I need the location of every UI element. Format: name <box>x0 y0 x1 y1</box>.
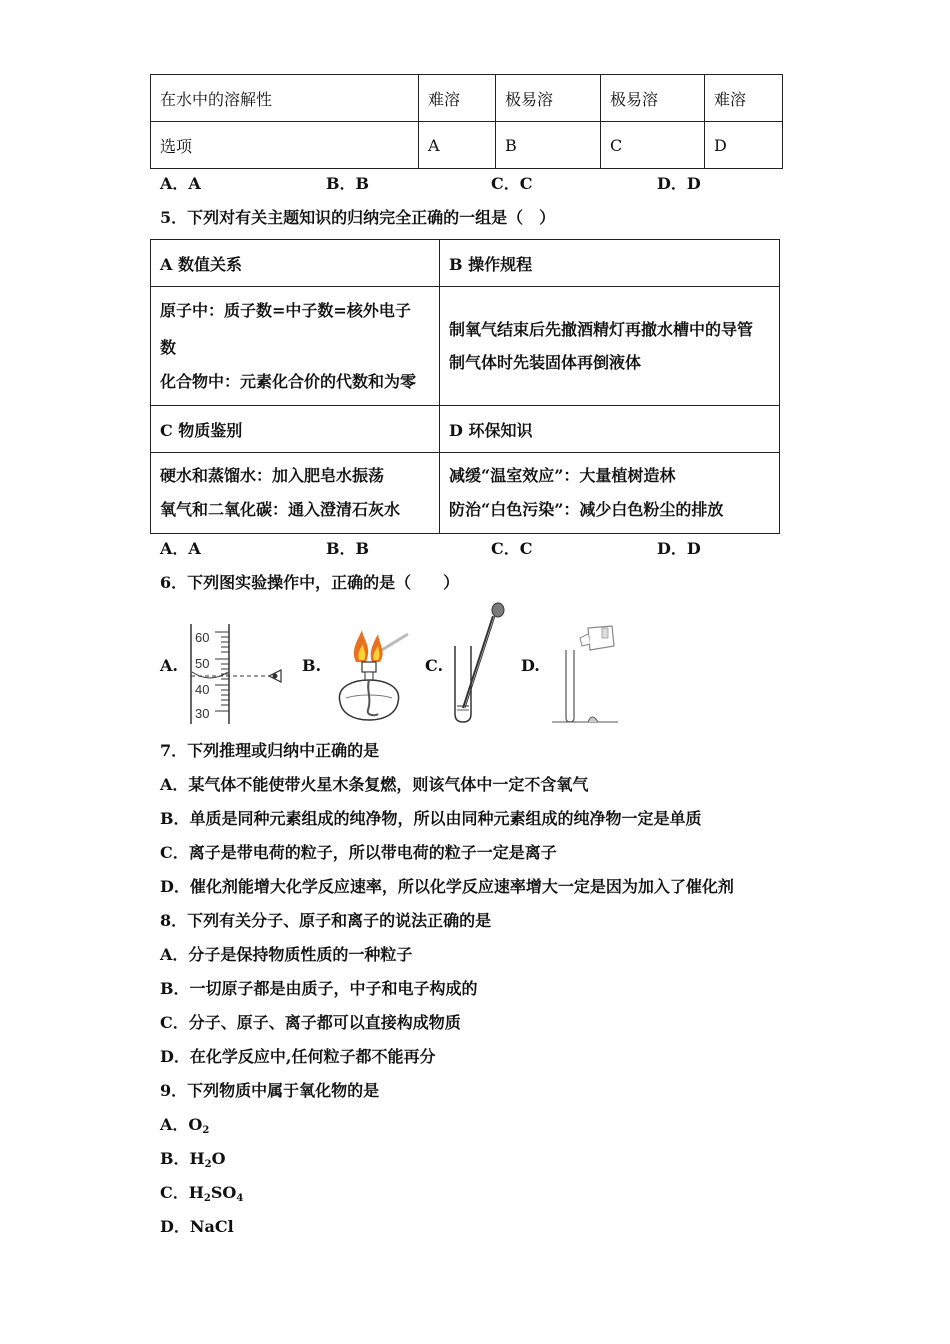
table-row <box>151 453 780 534</box>
q5-b-line1: 制氧气结束后先撤酒精灯再撤水槽中的导管 <box>449 319 754 339</box>
q5-b-line2: 制气体时先装固体再倒液体 <box>449 352 642 372</box>
q5-option-a[interactable]: A．A <box>160 539 201 558</box>
q6-label-d[interactable]: D. <box>521 656 540 675</box>
solubility-table <box>150 74 783 169</box>
q5-table <box>150 239 780 534</box>
q7-option-b[interactable]: B．单质是同种元素组成的纯净物，所以由同种元素组成的纯净物一定是单质 <box>160 809 702 828</box>
table-row <box>151 122 783 169</box>
table-row <box>151 287 780 406</box>
table-cell: C <box>601 122 705 169</box>
table-row <box>151 75 783 122</box>
table-cell <box>151 453 440 534</box>
q4-option-a[interactable]: A．A <box>160 174 201 193</box>
table-cell: A 数值关系 <box>151 240 440 287</box>
q5-c-line2: 氧气和二氧化碳：通入澄清石灰水 <box>160 500 401 519</box>
tick-label-60: 60 <box>195 630 210 645</box>
q5-option-d[interactable]: D．D <box>657 539 701 558</box>
table-cell: 极易溶 <box>496 75 601 122</box>
table-cell: 难溶 <box>419 75 496 122</box>
table-cell: C 物质鉴别 <box>151 406 440 453</box>
tick-label-50: 50 <box>195 656 210 671</box>
q7-option-d[interactable]: D．催化剂能增大化学反应速率，所以化学反应速率增大一定是因为加入了催化剂 <box>160 877 734 896</box>
q5-d-line2: 防治“白色污染”：减少白色粉尘的排放 <box>449 500 724 519</box>
q9-option-d[interactable]: D．NaCl <box>160 1217 234 1236</box>
q6-label-b[interactable]: B. <box>302 656 322 675</box>
q6-label-a[interactable]: A. <box>160 656 178 675</box>
q4-option-c[interactable]: C．C <box>491 174 533 193</box>
dropper-bulb-icon <box>492 603 504 617</box>
table-cell: D <box>705 122 783 169</box>
q5-a-line1: 原子中：质子数=中子数=核外电子 <box>160 300 411 320</box>
table-row <box>151 406 780 453</box>
alcohol-lamp-figure <box>328 622 418 726</box>
reagent-bottle-icon <box>588 626 614 650</box>
q8-option-d[interactable]: D．在化学反应中,任何粒子都不能再分 <box>160 1047 436 1066</box>
q9-stem: 9．下列物质中属于氧化物的是 <box>160 1081 380 1100</box>
q8-option-a[interactable]: A．分子是保持物质性质的一种粒子 <box>160 945 413 964</box>
q8-option-b[interactable]: B．一切原子都是由质子，中子和电子构成的 <box>160 979 478 998</box>
q9-option-c[interactable]: C．$H_2SO_4$ <box>160 1183 244 1204</box>
table-cell <box>440 453 780 534</box>
q9-option-b[interactable]: B．$H_2O$ <box>160 1149 226 1170</box>
table-cell: 难溶 <box>705 75 783 122</box>
pouring-liquid-figure <box>548 622 628 726</box>
q5-a-line2: 数 <box>160 337 177 357</box>
tick-label-40: 40 <box>195 682 210 697</box>
table-cell: B <box>496 122 601 169</box>
table-cell: D 环保知识 <box>440 406 780 453</box>
table-cell: 选项 <box>151 122 419 169</box>
table-row <box>151 240 780 287</box>
q5-stem: 5．下列对有关主题知识的归纳完全正确的一组是（ ） <box>160 208 556 227</box>
q7-option-a[interactable]: A．某气体不能使带火星木条复燃，则该气体中一定不含氧气 <box>160 775 589 794</box>
table-cell: B 操作规程 <box>440 240 780 287</box>
q5-a-line3: 化合物中：元素化合价的代数和为零 <box>160 371 417 391</box>
table-cell <box>151 287 440 406</box>
q6-label-c[interactable]: C. <box>425 656 444 675</box>
q8-option-c[interactable]: C．分子、原子、离子都可以直接构成物质 <box>160 1013 461 1032</box>
q9-option-a[interactable]: A．$O_2$ <box>160 1115 210 1136</box>
q7-option-c[interactable]: C．离子是带电荷的粒子，所以带电荷的粒子一定是离子 <box>160 843 557 862</box>
q7-stem: 7．下列推理或归纳中正确的是 <box>160 741 380 760</box>
q5-d-line1: 减缓“温室效应”：大量植树造林 <box>449 466 676 485</box>
table-cell <box>440 287 780 406</box>
tick-label-30: 30 <box>195 706 210 721</box>
q6-stem: 6．下列图实验操作中，正确的是（ ） <box>160 573 460 592</box>
q5-option-b[interactable]: B．B <box>326 539 370 558</box>
q4-option-d[interactable]: D．D <box>657 174 701 193</box>
q4-option-b[interactable]: B．B <box>326 174 370 193</box>
q5-c-line1: 硬水和蒸馏水：加入肥皂水振荡 <box>160 466 385 485</box>
dropper-test-tube-figure <box>445 602 515 726</box>
graduated-cylinder-figure <box>185 622 290 726</box>
table-cell: 极易溶 <box>601 75 705 122</box>
q5-option-c[interactable]: C．C <box>491 539 533 558</box>
q8-stem: 8．下列有关分子、原子和离子的说法正确的是 <box>160 911 492 930</box>
table-cell: 在水中的溶解性 <box>151 75 419 122</box>
table-cell: A <box>419 122 496 169</box>
